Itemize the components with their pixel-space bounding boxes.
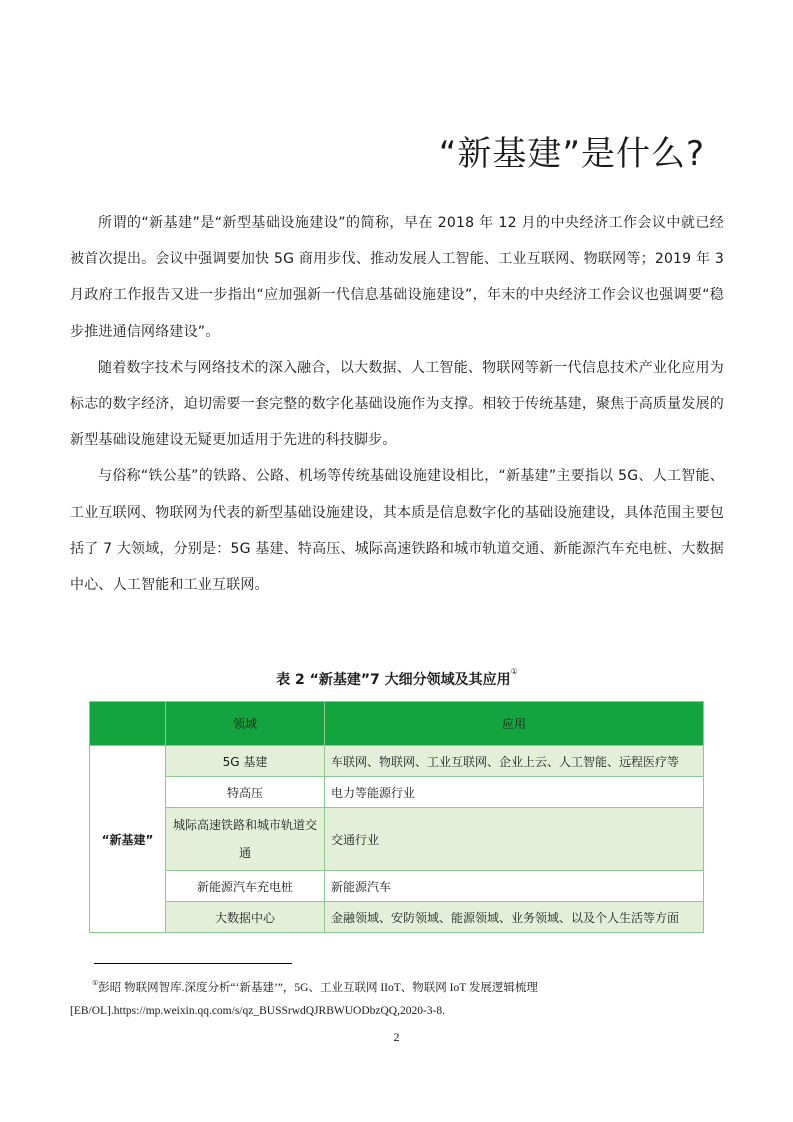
footnote-line-1 — [92, 979, 538, 995]
domain-cell: 特高压 — [166, 777, 325, 808]
table-caption — [70, 669, 724, 689]
category-cell: “新基建” — [90, 746, 166, 933]
application-cell: 金融领域、安防领域、能源领域、业务领域、以及个人生活等方面 — [325, 902, 704, 933]
table-row — [90, 777, 704, 808]
table-row — [90, 871, 704, 902]
application-cell: 电力等能源行业 — [325, 777, 704, 808]
application-cell: 交通行业 — [325, 808, 704, 871]
application-cell: 新能源汽车 — [325, 871, 704, 902]
application-cell: 车联网、物联网、工业互联网、企业上云、人工智能、远程医疗等 — [325, 746, 704, 777]
table-header-row — [90, 702, 704, 746]
domain-cell: 新能源汽车充电桩 — [166, 871, 325, 902]
paragraph: 所谓的“新基建”是“新型基础设施建设”的简称，早在 2018 年 12 月的中央经济工作会议中就已经被首次提出。会议中强调要加快 5G 商用步伐、推动发展人工智能、工业互联网、物联网等；2019 年 3 月政府工作报告又进一步指出“应加强新一代信息基础设施建设”，年末的中央经济工作会议也强调要“稳步推进通信网络建设”。 — [70, 215, 724, 340]
footnote-mark: ① — [92, 979, 99, 987]
paragraph: 与俗称“铁公基”的铁路、公路、机场等传统基础设施建设相比，“新基建”主要指以 5G、人工智能、工业互联网、物联网为代表的新型基础设施建设，其本质是信息数字化的基础设施建设，具体范围主要包括了 7 大领域，分别是：5G 基建、特高压、城际高速铁路和城市轨道交通、新能源汽车充电桩、大数据中心、人工智能和工业互联网。 — [70, 468, 724, 594]
footnote-line-2: [EB/OL].https://mp.weixin.qq.com/s/qz_BUSSrwdQJRBWUODbzQQ,2020-3-8. — [70, 1005, 446, 1017]
header-application: 应用 — [325, 702, 704, 746]
domain-cell: 大数据中心 — [166, 902, 325, 933]
footnote-divider — [94, 963, 292, 964]
body-text — [70, 205, 724, 603]
header-category — [90, 702, 166, 746]
domain-cell: 城际高速铁路和城市轨道交通 — [166, 808, 325, 871]
table-row — [90, 746, 704, 777]
paragraph: 随着数字技术与网络技术的深入融合，以大数据、人工智能、物联网等新一代信息技术产业化应用为标志的数字经济，迫切需要一套完整的数字化基础设施作为支撑。相较于传统基建，聚焦于高质量发展的新型基础设施建设无疑更加适用于先进的科技脚步。 — [70, 359, 724, 449]
new-infrastructure-table — [89, 701, 704, 933]
footnote-text: 彭昭 物联网智库.深度分析“‘新基建’”，5G、工业互联网 IIoT、物联网 IoT 发展逻辑梳理 — [98, 982, 538, 994]
footnote-marker: ① — [510, 667, 518, 676]
table-row — [90, 808, 704, 871]
table-caption-text: 表 2 “新基建”7 大细分领域及其应用 — [276, 672, 511, 688]
page-title: “新基建”是什么? — [438, 134, 705, 174]
domain-cell: 5G 基建 — [166, 746, 325, 777]
page-number: 2 — [393, 1030, 400, 1044]
table-row — [90, 902, 704, 933]
header-domain: 领域 — [166, 702, 325, 746]
